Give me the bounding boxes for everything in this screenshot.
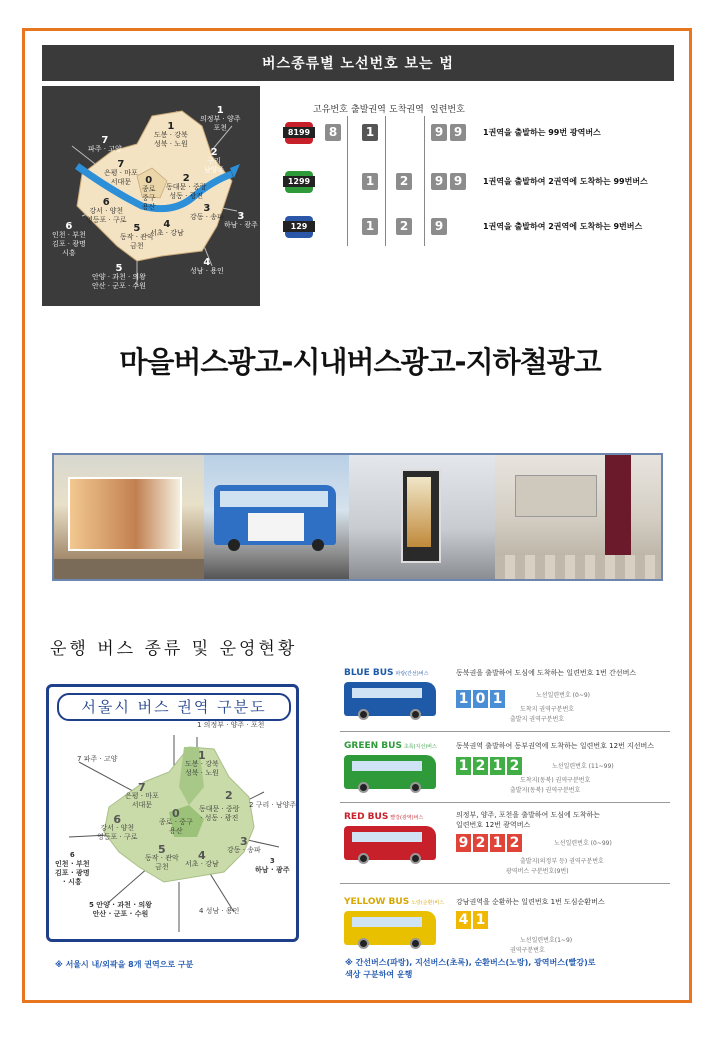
route-digit: 1 — [490, 757, 505, 775]
small-zone-2-outer: 2 구리 남양주 — [204, 147, 225, 174]
seoul-zone-2-outer: 2 구리 · 남양주 — [249, 801, 297, 809]
digit-unique: 8 — [325, 124, 341, 141]
blue-bus-icon: 129 — [285, 216, 313, 238]
small-zone-1-outer: 1 의정부 · 양주 포천 — [200, 105, 241, 132]
seoul-zone-1-outer: 1 의정부 · 양주 · 포천 — [197, 721, 265, 729]
digit-serial: 9 — [450, 173, 466, 190]
seoul-zone-4-outer: 4 성남 · 용인 — [199, 907, 240, 915]
bus-name: GREEN BUS 초록(지선)버스 — [344, 741, 437, 751]
small-zone-4-inner: 4 서초 · 강남 — [150, 219, 184, 237]
route-digit: 1 — [490, 834, 505, 852]
seoul-zone-0: 0 종로 · 중구 용산 — [159, 807, 193, 835]
bus-desc: 동북권역 출발하여 동부권역에 도착하는 일련번호 12번 지선버스 — [456, 742, 655, 750]
seoul-map-footnote: ※ 서울시 내/외곽을 8개 권역으로 구분 — [55, 960, 194, 969]
small-zone-7-inner: 7 은평 · 마포 서대문 — [104, 159, 138, 186]
digit-departure: 1 — [362, 173, 378, 190]
subway-lightbox-photo — [349, 455, 495, 579]
legend-desc: 1권역을 출발하여 2권역에 도착하는 99번버스 — [483, 177, 648, 186]
bus-card-red — [340, 812, 670, 892]
col-header-arrival: 도착권역 — [389, 105, 424, 115]
seoul-zone-2-areas: 동대문 · 중랑 · 성동 · 광진 — [199, 805, 240, 822]
digit-serial: 9 — [431, 173, 447, 190]
legend-desc: 1권역을 출발하는 99번 광역버스 — [483, 128, 601, 137]
digit-serial: 9 — [431, 218, 447, 235]
subway-platform-photo — [495, 455, 661, 579]
seoul-zone-7: 7 은평 · 마포 서대문 — [125, 781, 159, 809]
legend-row-green — [285, 167, 685, 197]
seoul-zone-7-outer: 7 파주 · 고양 — [77, 755, 118, 763]
seoul-zone-map — [46, 684, 299, 942]
route-note: 도착지(동북) 권역구분번호 — [520, 777, 591, 784]
seoul-zone-5-outer: 5 안양 · 과천 · 의왕 안산 · 군포 · 수원 — [89, 901, 152, 918]
route-digit: 4 — [456, 911, 471, 929]
red-bus-icon: 8199 — [285, 122, 313, 144]
seoul-zone-2: 2 — [225, 789, 233, 802]
seoul-zone-3: 3 강동 · 송파 — [227, 835, 261, 854]
bus-desc: 강남권역을 순환하는 일련번호 1번 도심순환버스 — [456, 898, 605, 906]
col-header-departure: 출발권역 — [351, 105, 386, 115]
route-note: 노선일련번호 (0~99) — [554, 840, 612, 847]
small-zone-5-inner: 5 동작 · 관악 금천 — [120, 223, 154, 250]
route-digit: 2 — [507, 757, 522, 775]
bus-name: YELLOW BUS 노랑(순환)버스 — [344, 897, 445, 907]
route-note: 출발지(의정부 등) 권역구분번호 — [520, 858, 604, 865]
legend-row-blue — [285, 212, 685, 242]
bus-card-green — [340, 741, 670, 821]
route-digit: 2 — [473, 834, 488, 852]
bus-color-footnote: ※ 간선버스(파랑), 지선버스(초록), 순환버스(노랑), 광역버스(빨강)로 색상 구분하여 운행 — [345, 958, 596, 979]
digit-serial: 9 — [431, 124, 447, 141]
small-zone-4-outer: 4 성남 · 용인 — [190, 257, 224, 275]
small-zone-3-outer: 3 하남 · 광주 — [224, 211, 258, 229]
yellow-bus-icon — [344, 911, 436, 945]
route-digit: 1 — [456, 690, 471, 708]
seoul-zone-6-outer: 6 인천 · 부천 김포 · 광명 · 시흥 — [55, 851, 90, 886]
route-note: 도착지 권역구분번호 — [520, 706, 575, 713]
small-zone-3-inner: 3 강동 · 송파 — [190, 203, 224, 221]
route-digit: 1 — [456, 757, 471, 775]
route-digit: 0 — [473, 690, 488, 708]
blue-bus-icon — [344, 682, 436, 716]
green-bus-icon — [344, 755, 436, 789]
small-zone-0: 0 종로 중구 용산 — [142, 175, 156, 211]
card-divider — [340, 731, 670, 732]
seoul-zone-6: 6 강서 · 양천 영등포 · 구로 — [97, 813, 138, 841]
ad-photo-strip — [52, 453, 663, 581]
route-digit: 2 — [473, 757, 488, 775]
city-bus-photo — [204, 455, 349, 579]
bus-desc: 동북권을 출발하여 도심에 도착하는 일련번호 1번 간선버스 — [456, 669, 637, 677]
seoul-zone-5: 5 동작 · 관악 금천 — [145, 843, 179, 871]
small-zone-5-outer: 5 안양 · 과천 · 의왕 안산 · 군포 · 수원 — [92, 263, 146, 290]
bus-card-blue — [340, 668, 670, 748]
route-digit: 1 — [490, 690, 505, 708]
route-note: 광역버스 구분번호(9번) — [506, 868, 569, 875]
bus-name: RED BUS 빨강(광역)버스 — [344, 812, 424, 822]
section-title: 운행 버스 종류 및 운영현황 — [50, 639, 298, 659]
route-note: 노선일련번호 (11~99) — [552, 763, 614, 770]
ad-title: 마을버스광고-시내버스광고-지하철광고 — [119, 345, 601, 379]
route-note: 노선일련번호(1~9) — [520, 937, 573, 944]
card-divider — [340, 883, 670, 884]
seoul-zone-3-outer: 3 하남 · 광주 — [255, 857, 290, 874]
legend-desc: 1권역을 출발하여 2권역에 도착하는 9번버스 — [483, 222, 643, 231]
digit-serial: 9 — [450, 124, 466, 141]
red-bus-icon — [344, 826, 436, 860]
card-divider — [340, 802, 670, 803]
subway-billboard-photo — [54, 455, 204, 579]
route-note: 권역구분번호 — [510, 947, 545, 954]
seoul-zone-1: 1 도봉 · 강북 성북 · 노원 — [185, 749, 219, 777]
small-zone-6-outer: 6 인천 · 부천 김포 · 광명 시흥 — [52, 221, 86, 257]
bus-desc: 의정부, 양주, 포천을 출발하여 도심에 도착하는 일련번호 12번 광역버스 — [456, 811, 601, 829]
small-zone-1-inner: 1 도봉 · 강북 성북 · 노원 — [154, 121, 188, 148]
small-zone-6-inner: 6 강서 · 양천 영등포 · 구로 — [86, 197, 127, 224]
col-header-unique: 고유번호 — [313, 105, 348, 115]
route-digit: 1 — [473, 911, 488, 929]
seoul-map-title: 서울시 버스 권역 구분도 — [57, 693, 291, 721]
digit-departure: 1 — [362, 124, 378, 141]
route-digit: 2 — [507, 834, 522, 852]
route-digit: 9 — [456, 834, 471, 852]
route-note: 노선일련번호 (0~9) — [536, 692, 591, 699]
digit-arrival: 2 — [396, 173, 412, 190]
route-note: 출발지 권역구분번호 — [510, 716, 565, 723]
legend-row-red — [285, 118, 685, 148]
green-bus-icon: 1299 — [285, 171, 313, 193]
small-zone-7-outer: 7 파주 · 고양 — [88, 135, 122, 153]
small-route-map — [42, 86, 260, 306]
digit-arrival: 2 — [396, 218, 412, 235]
seoul-zone-4: 4 서초 · 강남 — [185, 849, 219, 868]
digit-departure: 1 — [362, 218, 378, 235]
small-zone-2-inner: 2 동대문 · 중랑 성동 · 광진 — [166, 173, 207, 200]
bus-name: BLUE BUS 파랑(간선)버스 — [344, 668, 429, 678]
route-note: 출발지(동북) 권역구분번호 — [510, 787, 581, 794]
page-title: 버스종류별 노선번호 보는 법 — [42, 45, 674, 81]
col-header-serial: 일련번호 — [430, 105, 465, 115]
